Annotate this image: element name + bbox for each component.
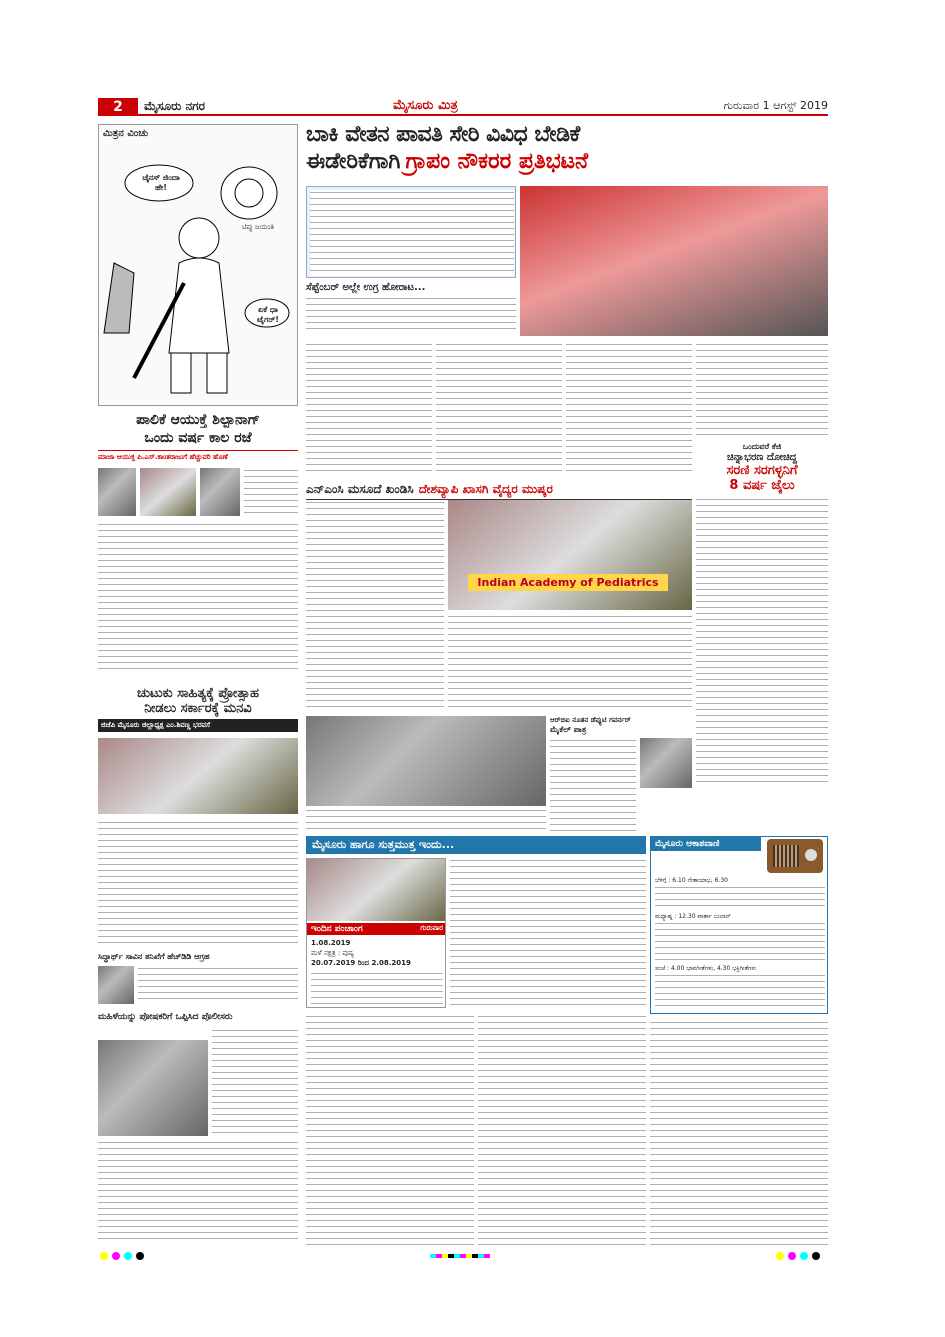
story-headline: ಚಿನ್ನಾಭರಣ ದೋಚಿದ್ದ [726, 452, 798, 463]
story-commissioner [98, 412, 298, 672]
story-headline-2: ಸರಣಿ ಸರಗಳ್ಳನಿಗೆ [726, 463, 798, 478]
panchanga-block [306, 858, 446, 1008]
story-police [98, 1012, 298, 1246]
akashvani-item-3: ಸಂಜೆ : 4.00 ಭಾವಗೀತೆಗಳು, 4.30 ಭಕ್ತಿಗೀತೆಗಳು [655, 965, 757, 972]
lead-body-col-4 [696, 342, 828, 438]
meeting-photo [306, 716, 546, 806]
story-rbi [550, 716, 692, 832]
story-jail [696, 442, 828, 812]
story-body-2 [448, 614, 692, 710]
story-kicker: ಮಾಜಾ ಆಯುಕ್ತ ಪಿ.ಎಸ್.ಕಾಂತರಾಜುಗೆ ಹೆಚ್ಚುವರಿ ಹೊಣೆ [98, 450, 298, 462]
commissioner-photo-1 [98, 468, 136, 516]
story-headline: ಮೈಕೆಲ್ ಪಾತ್ರ [550, 725, 587, 734]
story-body [244, 468, 298, 516]
cartoon-bubble-1: ಚೈನಸ್ ಜಿಂದಾ ಹೇ! [142, 173, 180, 192]
story-headline: ಚುಟುಕು ಸಾಹಿತ್ಯಕ್ಕೆ ಪ್ರೋತ್ಸಾಹ [137, 686, 259, 701]
story-body [696, 497, 828, 787]
panchanga-date: 1.08.2019 [311, 939, 351, 947]
cartoon-title: ಮಿತ್ರನ ವಿಂಚು [103, 128, 149, 139]
panchanga-title-text: ಇಂದಿನ ಪಂಚಾಂಗ [311, 924, 363, 934]
rbi-photo [640, 738, 692, 788]
cartoon-bubble-2: ಏಕೆ ಧಾ ಟೈಗರ್! [257, 305, 279, 324]
lead-subhead-body [306, 296, 516, 332]
cartoon-badge: ಟಿಪ್ಪು ಜಯಂತಿ [241, 223, 275, 231]
event-photo [98, 738, 298, 814]
story-body [550, 738, 636, 832]
section-title: ಮೈಸೂರು ನಗರ [144, 99, 206, 113]
panchanga-title [307, 923, 446, 935]
story-strike [306, 478, 692, 710]
story-body [98, 820, 298, 944]
akashvani-title: ಮೈಸೂರು ಆಕಾಶವಾಣಿ [651, 837, 761, 851]
color-registration-marks [100, 1252, 820, 1262]
story-headline: ಸಿದ್ಧಾರ್ಥ್ ಸಾವಿನ ತನಿಖೆಗೆ ಹೆಚ್‌ಡಿಡಿ ಆಗ್ರಹ [98, 952, 210, 961]
story-body [138, 966, 298, 1004]
palike-building-photo [140, 468, 196, 516]
pediatrics-banner: Indian Academy of Pediatrics [468, 574, 668, 591]
panchanga-day: ಗುರುವಾರ [420, 924, 443, 932]
akashvani-box [650, 836, 828, 1014]
events-col-3 [478, 1014, 646, 1246]
story-headline: ಎನ್‌ಎಂಸಿ ಮಸೂದೆ ಖಂಡಿಸಿ [306, 482, 414, 496]
radio-icon [767, 839, 823, 873]
story-kicker: ಜಿಜೆಪಿ ಮೈಸೂರು ಜಿಲ್ಲಾಧ್ಯಕ್ಷ ಎಂ.ಶಿವಣ್ಣ ಭರವಸೆ [98, 719, 298, 732]
events-col-2 [306, 1014, 474, 1246]
newspaper-page [98, 96, 828, 1246]
lead-protest-photo [520, 186, 828, 336]
story-headline-2: ನೀಡಲು ಸರ್ಕಾರಕ್ಕೆ ಮನವಿ [144, 701, 252, 716]
story-headline-red: ದೇಶವ್ಯಾಪಿ ಖಾಸಗಿ ವೈದ್ಯರ ಮುಷ್ಕರ [418, 482, 553, 496]
lead-intro [306, 186, 516, 278]
panchanga-body [311, 971, 443, 1005]
doctors-photo [448, 500, 692, 610]
akashvani-item-1: ಬೆಳಿಗ್ಗೆ : 6.10 ನೇತಾಯಾಭ, 6.30 [655, 877, 728, 884]
today-banner-text: ಮೈಸೂರು ಹಾಗೂ ಸುತ್ತಮುತ್ತ ಇಂದು... [312, 838, 455, 851]
akashvani-body-3 [655, 973, 825, 1011]
page-number: 2 [98, 98, 138, 116]
lead-body-col-3 [566, 342, 692, 472]
lead-subhead-text: ಸೆಪ್ಟೆಂಬರ್ ಅಲ್ಲೇ ಉಗ್ರ ಹೋರಾಟ... [306, 282, 426, 293]
story-body-2 [98, 522, 298, 672]
lead-headline-2: ಈಡೇರಿಕೆಗಾಗಿ [306, 149, 401, 174]
akashvani-body-2 [655, 921, 825, 961]
story-kicker: ಒಂದುವರೆ ಕೆಜಿ [742, 442, 782, 451]
page-header [98, 96, 828, 116]
story-headline: ಪಾಲಿಕೆ ಆಯುಕ್ತೆ ಶಿಲ್ಪಾನಾಗ್ [136, 412, 260, 428]
story-headline: ಮಹಿಳೆಯನ್ನು ಪೋಷಕರಿಗೆ ಒಪ್ಪಿಸಿದ ಪೊಲೀಸರು [98, 1012, 233, 1022]
commissioner-photo-2 [200, 468, 240, 516]
story-headline-2: ಒಂದು ವರ್ಷ ಕಾಲ ರಜೆ [144, 430, 252, 446]
story-body-2 [98, 1140, 298, 1240]
lead-body-col-2 [436, 342, 562, 472]
events-col-1 [450, 858, 646, 1008]
story-photo [98, 966, 134, 1004]
lead-headline-2-red: ಗ್ರಾಪಂ ನೌಕರರ ಪ್ರತಿಭಟನೆ [405, 149, 589, 174]
story-body [212, 1028, 298, 1136]
story-missing [98, 952, 298, 1004]
cartoon-panel [98, 124, 298, 406]
issue-date: ಗುರುವಾರ 1 ಆಗಸ್ಟ್ 2019 [723, 99, 828, 112]
akashvani-item-2: ಮಧ್ಯಾಹ್ನ : 12.30 ವಾರ್ತಾ ಬುಲಾನ್ [655, 913, 731, 920]
akashvani-body-1 [655, 885, 825, 909]
police-photo [98, 1040, 208, 1136]
lead-body-col-1 [306, 342, 432, 472]
lead-subhead [306, 282, 516, 336]
story-literature [98, 686, 298, 944]
lead-headline-block [306, 122, 828, 180]
meeting-caption [306, 808, 546, 832]
cartoon-drawing [99, 143, 297, 403]
today-banner [306, 836, 646, 854]
palace-photo [307, 859, 446, 921]
panchanga-range: 20.07.2019 ರಿಂದ 2.08.2019 [311, 959, 411, 967]
masthead: ಮೈಸೂರು ಮಿತ್ರ [393, 98, 458, 113]
story-body [306, 500, 444, 710]
story-kicker: ಆರ್‌ಬಿಐ ನೂತನ ಡೆಪ್ಯುಟಿ ಗವರ್ನರ್ [550, 716, 631, 724]
lead-intro-body [310, 190, 514, 276]
panchanga-nakshatra: ಮಳೆ ನಕ್ಷತ್ರ : ಪುಷ್ಯ [311, 949, 354, 957]
lead-headline-1: ಬಾಕಿ ವೇತನ ಪಾವತಿ ಸೇರಿ ವಿವಿಧ ಬೇಡಿಕೆ [306, 122, 580, 147]
story-headline-3: 8 ವರ್ಷ ಜೈಲು [729, 478, 795, 493]
events-col-4 [650, 1020, 828, 1246]
